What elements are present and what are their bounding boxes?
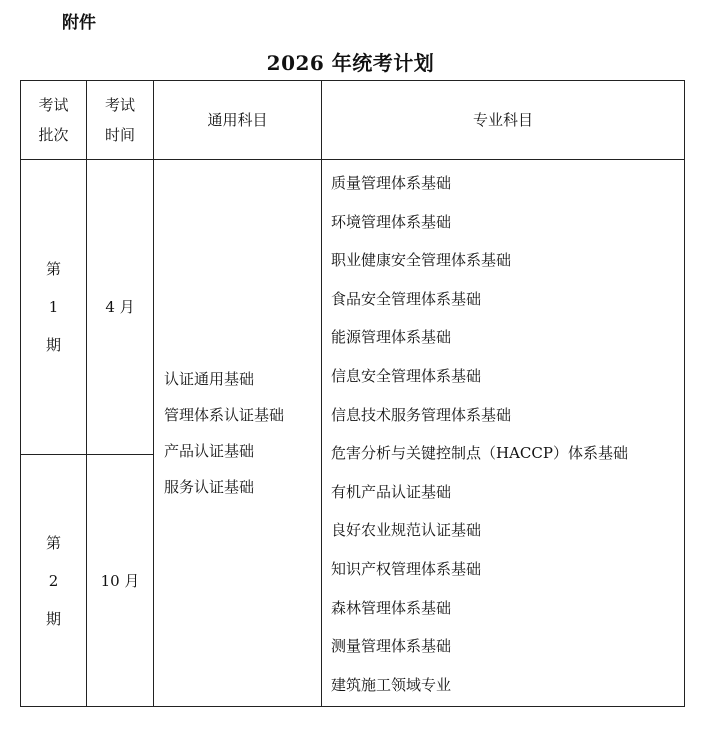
table-header-row — [21, 81, 685, 160]
specialty-subject-item: 测量管理体系基础 — [331, 637, 452, 656]
specialty-subject-item: 食品安全管理体系基础 — [331, 289, 482, 308]
header-general-subjects: 通用科目 — [154, 81, 322, 160]
specialty-subject-item: 知识产权管理体系基础 — [331, 559, 482, 578]
batch-1-time: 4 月 — [87, 160, 154, 455]
specialty-subject-item: 建筑施工领域专业 — [331, 675, 452, 694]
batch-1-line1: 第 — [45, 260, 61, 278]
specialty-subjects-cell — [322, 160, 685, 707]
specialty-subject-item: 环境管理体系基础 — [331, 212, 452, 231]
specialty-subject-item: 质量管理体系基础 — [331, 174, 452, 192]
batch-1-cell — [21, 160, 87, 455]
general-subject-item: 管理体系认证基础 — [164, 406, 285, 424]
header-batch-line1: 考试 — [38, 96, 69, 114]
header-batch-line2: 批次 — [38, 126, 69, 144]
header-specialty-subjects: 专业科目 — [322, 81, 685, 160]
specialty-subject-item: 职业健康安全管理体系基础 — [331, 251, 512, 270]
general-subject-item: 认证通用基础 — [164, 370, 255, 388]
header-batch — [21, 81, 87, 160]
specialty-subject-item: 森林管理体系基础 — [331, 598, 452, 617]
table-row-batch-1 — [21, 160, 685, 455]
exam-plan-table — [20, 80, 685, 707]
batch-2-line3: 期 — [45, 609, 61, 628]
specialty-subject-item: 危害分析与关键控制点（HACCP）体系基础 — [331, 444, 628, 463]
specialty-subject-item: 有机产品认证基础 — [331, 482, 452, 501]
batch-1-number: 1 — [48, 298, 59, 316]
batch-2-time: 10 月 — [87, 455, 154, 707]
page-title: 2026 年统考计划 — [266, 51, 435, 75]
batch-2-line1: 第 — [45, 533, 61, 552]
general-subject-item: 产品认证基础 — [164, 442, 255, 460]
general-subject-item: 服务认证基础 — [164, 478, 255, 496]
batch-1-line3: 期 — [45, 336, 61, 354]
header-time-line1: 考试 — [104, 96, 135, 114]
header-time-line2: 时间 — [104, 126, 135, 144]
header-time — [87, 81, 154, 160]
specialty-subject-item: 能源管理体系基础 — [331, 328, 452, 347]
specialty-subject-item: 信息安全管理体系基础 — [331, 366, 482, 385]
specialty-subject-item: 良好农业规范认证基础 — [331, 521, 482, 540]
attachment-label: 附件 — [62, 13, 96, 33]
batch-2-number: 2 — [48, 571, 59, 590]
batch-2-cell — [21, 455, 87, 707]
specialty-subject-item: 信息技术服务管理体系基础 — [331, 405, 512, 424]
general-subjects-cell — [154, 160, 322, 707]
